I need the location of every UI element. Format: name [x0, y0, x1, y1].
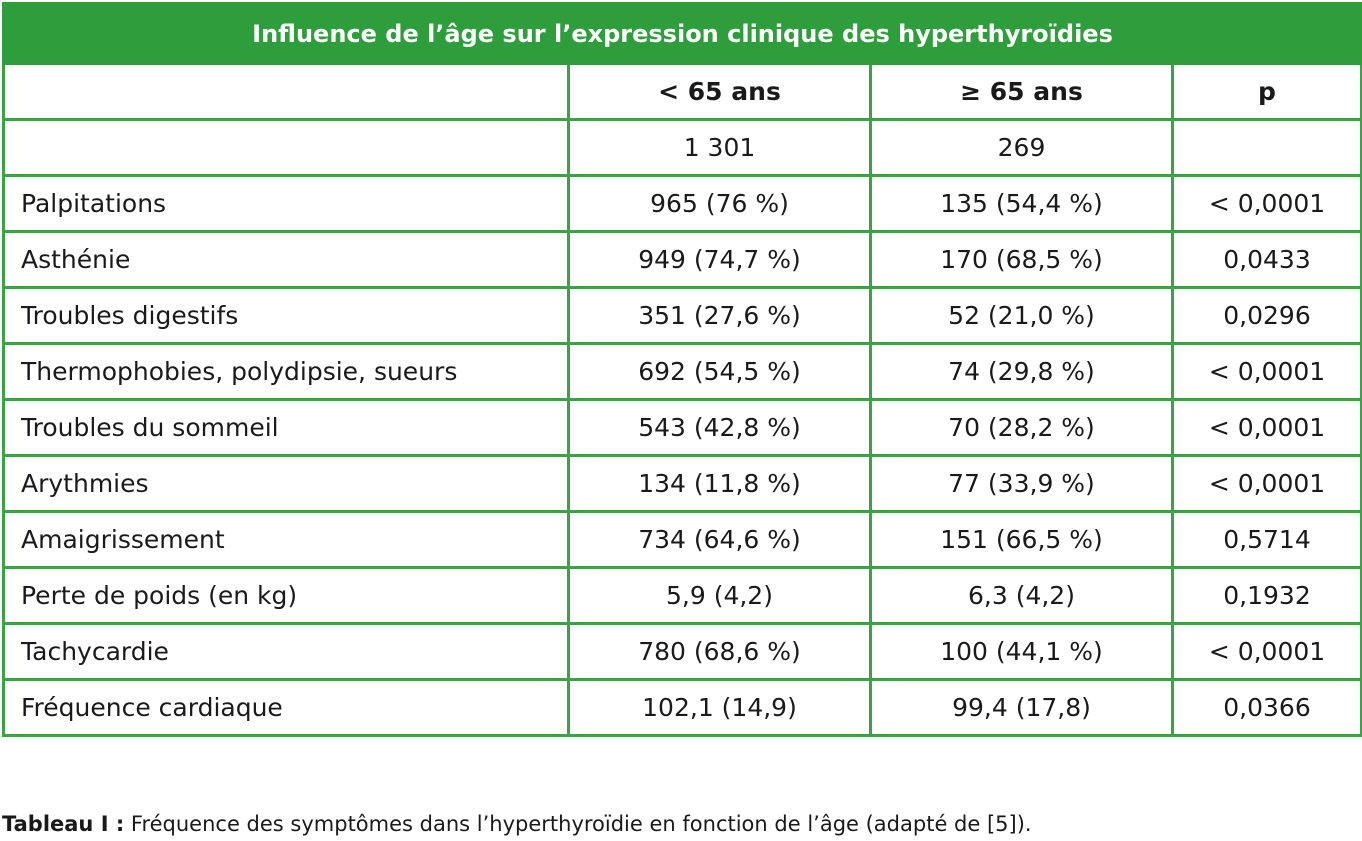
65-plus-cell: 170 (68,5 %) — [871, 232, 1173, 288]
count-cell-under-65: 1 301 — [569, 120, 871, 176]
symptom-cell: Asthénie — [4, 232, 569, 288]
table-row — [4, 568, 1362, 624]
65-plus-cell: 6,3 (4,2) — [871, 568, 1173, 624]
p-value-cell: < 0,0001 — [1173, 624, 1362, 680]
p-value-cell: 0,0433 — [1173, 232, 1362, 288]
count-cell-65-plus: 269 — [871, 120, 1173, 176]
65-plus-cell: 52 (21,0 %) — [871, 288, 1173, 344]
65-plus-cell: 77 (33,9 %) — [871, 456, 1173, 512]
table-title-row — [4, 4, 1362, 64]
65-plus-cell: 151 (66,5 %) — [871, 512, 1173, 568]
column-header-p-value: p — [1173, 64, 1362, 120]
caption-text: Fréquence des symptômes dans l’hyperthyroïdie en fonction de l’âge (adapté de [5]). — [124, 812, 1032, 836]
caption-label: Tableau I : — [2, 812, 125, 836]
symptom-cell: Arythmies — [4, 456, 569, 512]
table-row — [4, 400, 1362, 456]
p-value-cell: < 0,0001 — [1173, 400, 1362, 456]
table-row — [4, 456, 1362, 512]
symptom-cell: Thermophobies, polydipsie, sueurs — [4, 344, 569, 400]
symptom-table — [2, 2, 1362, 737]
65-plus-cell: 99,4 (17,8) — [871, 680, 1173, 736]
p-value-cell: < 0,0001 — [1173, 176, 1362, 232]
symptom-cell: Palpitations — [4, 176, 569, 232]
65-plus-cell: 74 (29,8 %) — [871, 344, 1173, 400]
symptom-cell: Perte de poids (en kg) — [4, 568, 569, 624]
under-65-cell: 692 (54,5 %) — [569, 344, 871, 400]
symptom-cell: Fréquence cardiaque — [4, 680, 569, 736]
table-caption — [2, 812, 1032, 836]
column-header-symptom — [4, 64, 569, 120]
symptom-cell: Troubles digestifs — [4, 288, 569, 344]
65-plus-cell: 100 (44,1 %) — [871, 624, 1173, 680]
p-value-cell: < 0,0001 — [1173, 344, 1362, 400]
65-plus-cell: 70 (28,2 %) — [871, 400, 1173, 456]
under-65-cell: 965 (76 %) — [569, 176, 871, 232]
count-row — [4, 120, 1362, 176]
column-header-under-65: < 65 ans — [569, 64, 871, 120]
p-value-cell: 0,1932 — [1173, 568, 1362, 624]
table-row — [4, 512, 1362, 568]
p-value-cell: < 0,0001 — [1173, 456, 1362, 512]
column-header-row — [4, 64, 1362, 120]
table-row — [4, 344, 1362, 400]
count-cell-p-value — [1173, 120, 1362, 176]
table-row — [4, 288, 1362, 344]
symptom-cell: Amaigrissement — [4, 512, 569, 568]
p-value-cell: 0,0296 — [1173, 288, 1362, 344]
under-65-cell: 734 (64,6 %) — [569, 512, 871, 568]
table-body — [4, 120, 1362, 736]
under-65-cell: 351 (27,6 %) — [569, 288, 871, 344]
table-row — [4, 232, 1362, 288]
65-plus-cell: 135 (54,4 %) — [871, 176, 1173, 232]
under-65-cell: 780 (68,6 %) — [569, 624, 871, 680]
table-title: Influence de l’âge sur l’expression clinique des hyperthyroïdies — [4, 4, 1362, 64]
under-65-cell: 102,1 (14,9) — [569, 680, 871, 736]
p-value-cell: 0,0366 — [1173, 680, 1362, 736]
table-row — [4, 624, 1362, 680]
under-65-cell: 134 (11,8 %) — [569, 456, 871, 512]
under-65-cell: 5,9 (4,2) — [569, 568, 871, 624]
symptom-cell: Tachycardie — [4, 624, 569, 680]
symptom-table-container — [2, 2, 1360, 772]
symptom-cell: Troubles du sommeil — [4, 400, 569, 456]
under-65-cell: 543 (42,8 %) — [569, 400, 871, 456]
under-65-cell: 949 (74,7 %) — [569, 232, 871, 288]
table-row — [4, 176, 1362, 232]
p-value-cell: 0,5714 — [1173, 512, 1362, 568]
count-cell-label — [4, 120, 569, 176]
column-header-65-plus: ≥ 65 ans — [871, 64, 1173, 120]
table-row — [4, 680, 1362, 736]
